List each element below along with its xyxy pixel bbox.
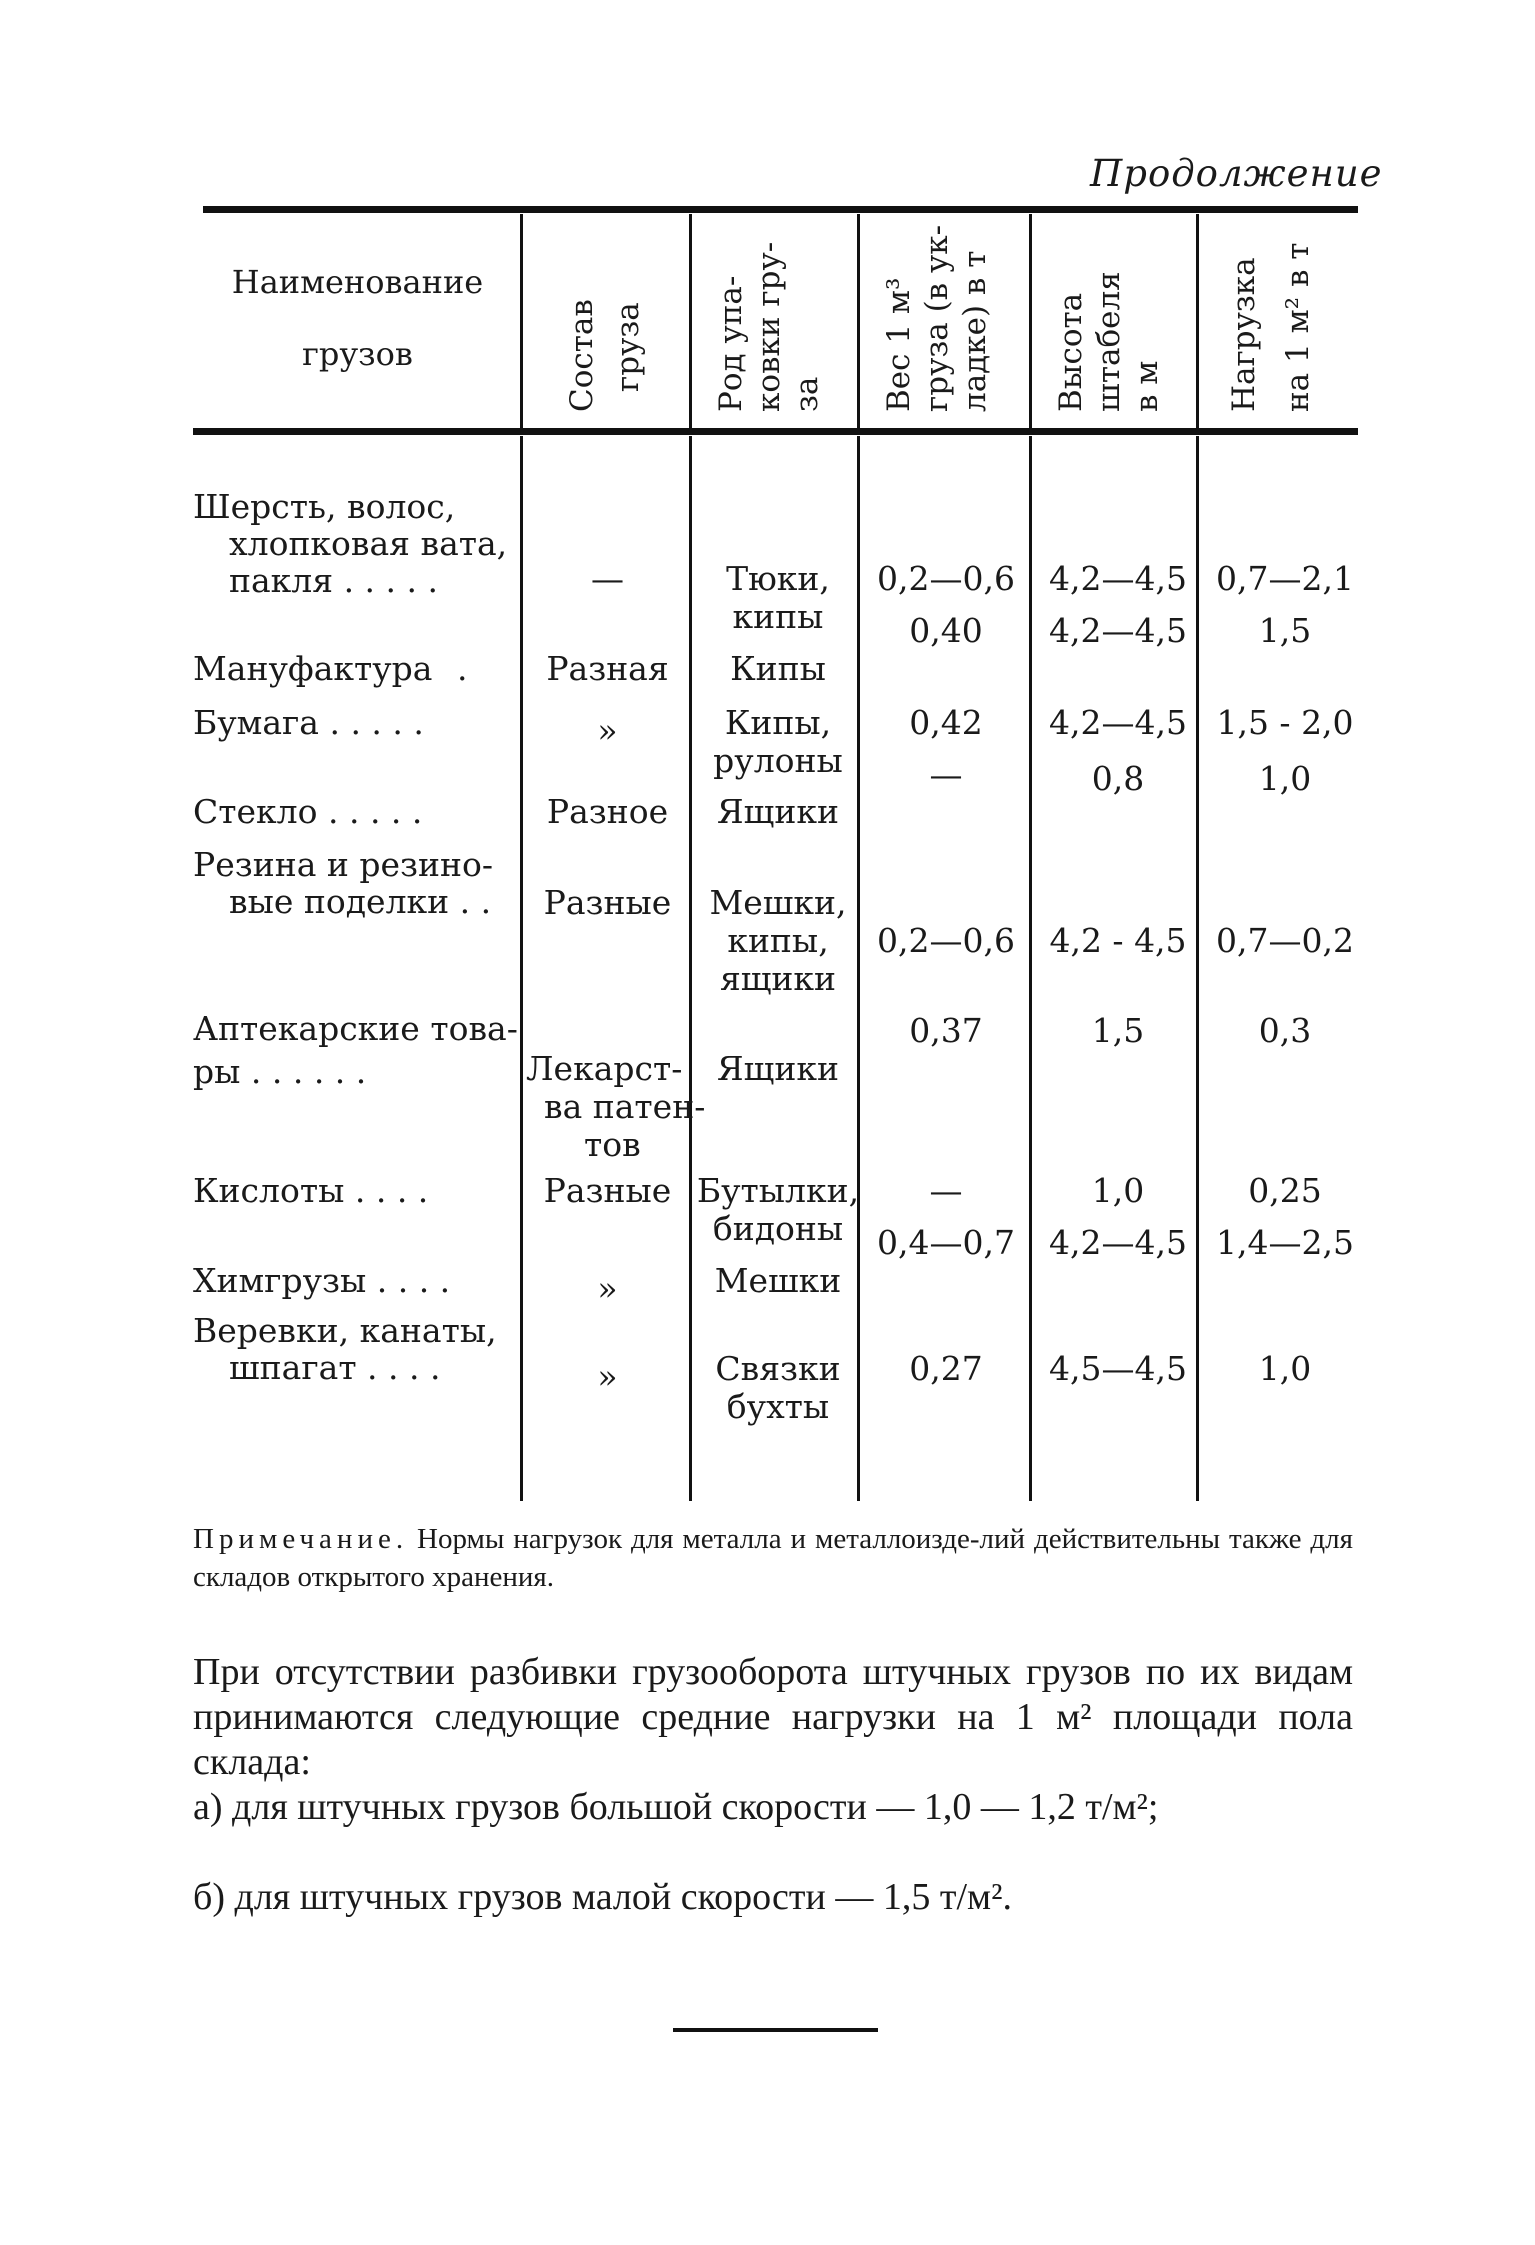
row-wool-name: [193, 487, 508, 600]
row-ropes-composition: »: [597, 1357, 618, 1396]
row-ropes-weight: 0,27: [909, 1349, 983, 1388]
row-rubber-packing-line1: Мешки,: [709, 883, 847, 922]
row-pharmacy-packing: Ящики: [717, 1049, 839, 1088]
header-name: [200, 246, 515, 390]
row-pharmacy-name: [193, 1009, 518, 1091]
row-ropes-packing-line1: Связки: [715, 1349, 841, 1388]
row-manufacture-height: 4,2—4,5: [1049, 611, 1187, 650]
row-glass-composition: Разное: [546, 792, 669, 831]
row-pharmacy-weight: 0,37: [909, 1011, 983, 1050]
col-divider-4: [1029, 214, 1032, 428]
row-rubber-name-line1: Резина и резино-: [193, 845, 494, 884]
header-weight-line1: Вес 1 м³: [881, 277, 917, 412]
row-ropes-name-line1: Веревки, канаты,: [193, 1311, 497, 1350]
header-name-line2: грузов: [302, 335, 413, 373]
table-header-rule: [193, 428, 1358, 435]
row-pharmacy-composition-line2: ва патен-: [544, 1087, 706, 1126]
row-pharmacy-load: 0,3: [1258, 1011, 1312, 1050]
row-wool-weight: 0,2—0,6: [877, 559, 1015, 598]
row-ropes-height: 4,5—4,5: [1049, 1349, 1187, 1388]
row-glass-load: 1,0: [1258, 759, 1312, 798]
header-load-line2: на 1 м² в т: [1280, 242, 1316, 412]
row-manufacture-load: 1,5: [1258, 611, 1312, 650]
header-weight: [880, 225, 994, 412]
row-paper-load: 1,5 - 2,0: [1216, 703, 1354, 742]
header-weight-line2: груза (в ук-: [919, 224, 955, 412]
row-manufacture-composition: Разная: [546, 649, 669, 688]
end-rule: [673, 2028, 878, 2032]
body-item-b: б) для штучных грузов малой скорости — 1,5 т/м².: [193, 1876, 1012, 1918]
continuation-label: Продолжение: [1090, 152, 1383, 195]
col-divider-3: [857, 214, 860, 428]
row-chem-load: 1,4—2,5: [1216, 1223, 1354, 1262]
header-packing-line1: Род упа-: [713, 275, 749, 412]
header-packing-line3: за: [789, 376, 825, 412]
row-pharmacy-composition-line1: Лекарст-: [526, 1049, 683, 1088]
row-wool-composition: —: [591, 559, 624, 598]
row-glass-weight: —: [929, 755, 963, 794]
row-ropes-name: [193, 1312, 498, 1386]
header-height: [1052, 271, 1166, 412]
row-paper-packing-line1: Кипы,: [724, 703, 832, 742]
row-paper-composition: »: [597, 711, 618, 750]
row-wool-packing-line1: Тюки,: [726, 559, 830, 598]
row-chem-height: 4,2—4,5: [1049, 1223, 1187, 1262]
header-name-line1: Наименование: [231, 263, 484, 301]
row-wool-height: 4,2—4,5: [1049, 559, 1187, 598]
row-acids-composition: Разные: [543, 1171, 672, 1210]
row-wool-name-line3: пакля . . . . .: [229, 561, 438, 600]
row-rubber-composition: Разные: [543, 883, 672, 922]
col-divider-body-1: [520, 436, 523, 1501]
row-ropes-load: 1,0: [1258, 1349, 1312, 1388]
row-ropes-packing: [694, 1350, 862, 1426]
row-glass-packing: Ящики: [717, 792, 839, 831]
col-divider-1: [520, 214, 523, 428]
row-wool-packing: [694, 560, 862, 636]
row-ropes-packing-line2: бухты: [726, 1387, 830, 1426]
header-height-line3: в м: [1129, 360, 1165, 412]
row-wool-load: 0,7—2,1: [1216, 559, 1354, 598]
row-wool-packing-line2: кипы: [732, 597, 824, 636]
header-height-line1: Высота: [1053, 292, 1089, 412]
row-acids-height: 1,0: [1091, 1171, 1145, 1210]
header-composition: [563, 299, 647, 412]
row-chem-name: Химгрузы . . . .: [193, 1261, 451, 1300]
note-text: Нормы нагрузок для металла и металлоизде-лий действительны также для складов открытого хранения.: [193, 1523, 1353, 1593]
row-pharmacy-name-line2: ры . . . . . .: [193, 1052, 367, 1091]
row-paper-weight: 0,42: [909, 703, 983, 742]
header-composition-line1: Состав: [564, 299, 600, 412]
body-paragraph: При отсутствии разбивки грузооборота штучных грузов по их видам принимаются следующие средние нагрузки на 1 м² площади пола склада:: [193, 1651, 1353, 1783]
row-wool-name-line1: Шерсть, волос,: [193, 487, 456, 526]
row-chem-composition: »: [597, 1269, 618, 1308]
row-pharmacy-composition: [522, 1049, 706, 1164]
table-top-rule: [203, 206, 1358, 213]
col-divider-5: [1196, 214, 1199, 428]
col-divider-2: [689, 214, 692, 428]
header-weight-line3: ладке) в т: [957, 250, 993, 412]
header-packing: [712, 242, 826, 412]
row-glass-name: Стекло . . . . .: [193, 792, 423, 831]
note-label: Примечание.: [193, 1523, 409, 1555]
row-paper-name: Бумага . . . . .: [193, 703, 424, 742]
body-item-a: а) для штучных грузов большой скорости — 1,0 — 1,2 т/м²;: [193, 1786, 1159, 1828]
row-acids-packing-line2: бидоны: [712, 1209, 844, 1248]
row-glass-height: 0,8: [1091, 759, 1145, 798]
row-acids-name: Кислоты . . . .: [193, 1171, 429, 1210]
row-chem-packing: Мешки: [714, 1261, 842, 1300]
row-acids-packing-line1: Бутылки,: [696, 1171, 860, 1210]
row-ropes-name-line2: шпагат . . . .: [229, 1348, 441, 1387]
row-rubber-name: [193, 846, 498, 920]
row-paper-packing-line2: рулоны: [713, 741, 843, 780]
row-wool-name-line2: хлопковая вата,: [229, 524, 508, 563]
row-acids-packing: [694, 1172, 862, 1248]
header-composition-line2: груза: [610, 302, 646, 392]
row-pharmacy-name-line1: Аптекарские това-: [193, 1009, 518, 1048]
row-manufacture-name: Мануфактура .: [193, 649, 468, 688]
row-manufacture-packing: Кипы: [730, 649, 826, 688]
row-rubber-name-line2: вые поделки . .: [229, 882, 492, 921]
row-paper-packing: [694, 704, 862, 780]
row-rubber-load: 0,7—0,2: [1216, 921, 1354, 960]
row-pharmacy-height: 1,5: [1091, 1011, 1145, 1050]
row-pharmacy-composition-line3: тов: [584, 1125, 641, 1164]
row-rubber-packing: [694, 884, 862, 998]
table-note: [193, 1520, 1353, 1596]
row-acids-load: 0,25: [1248, 1171, 1322, 1210]
row-paper-height: 4,2—4,5: [1049, 703, 1187, 742]
row-chem-weight: 0,4—0,7: [877, 1223, 1015, 1262]
header-load: [1225, 243, 1317, 412]
row-rubber-weight: 0,2—0,6: [877, 921, 1015, 960]
row-acids-weight: —: [929, 1171, 963, 1210]
header-height-line2: штабеля: [1091, 271, 1127, 412]
row-manufacture-weight: 0,40: [909, 611, 983, 650]
row-rubber-height: 4,2 - 4,5: [1049, 921, 1187, 960]
header-packing-line2: ковки гру-: [751, 241, 787, 412]
row-rubber-packing-line3: ящики: [719, 959, 837, 998]
row-rubber-packing-line2: кипы,: [727, 921, 829, 960]
header-load-line1: Нагрузка: [1226, 257, 1262, 412]
